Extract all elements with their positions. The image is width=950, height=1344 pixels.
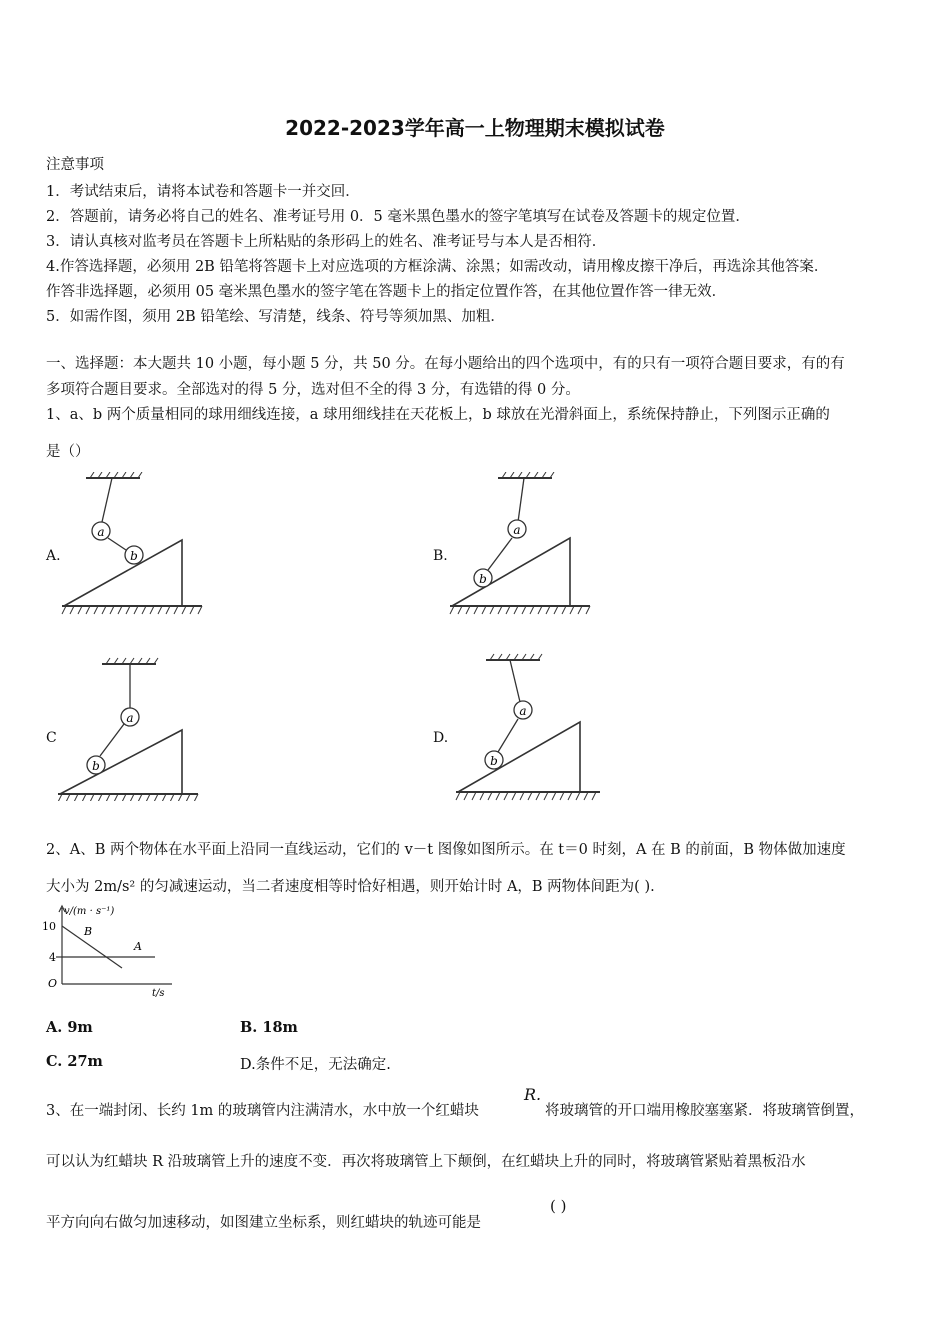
q3-stem: 3、在一端封闭、长约 1m 的玻璃管内注满清水，水中放一个红蜡块 [46,1103,479,1119]
notice-item: 3．请认真核对监考员在答题卡上所粘贴的条形码上的姓名、准考证号与本人是否相符． [46,234,607,250]
q1-option-c-label: C [46,730,57,746]
section-instructions: 一、选择题：本大题共 10 小题，每小题 5 分，共 50 分。在每小题给出的四个选项中，有的只有一项符合题目要求，有的有 [46,356,845,372]
notice-item: 4.作答选择题，必须用 2B 铅笔将答题卡上对应选项的方框涂满、涂黑；如需改动，请用橡皮擦干净后，再选涂其他答案． [46,259,829,275]
ball-a-label: a [97,525,105,539]
y-tick-10: 10 [42,920,56,933]
q1-stem: 是（） [46,444,90,460]
q1-stem: 1、a、b 两个质量相同的球用细线连接，a 球用细线挂在天花板上，b 球放在光滑斜面上，系统保持静止，下列图示正确的 [46,407,830,423]
ball-b-label: b [490,754,498,768]
q2-vt-graph [40,900,180,998]
x-axis-label: t/s [152,988,165,998]
series-a-label: A [134,940,142,953]
ball-b-label: b [130,549,138,563]
q2-stem: 大小为 2m/s² 的匀减速运动，当二者速度相等时恰好相遇，则开始计时 A，B 两物体间距为( ). [46,879,655,895]
series-b-label: B [84,925,93,938]
q2-option-a: A. 9m [46,1019,93,1036]
q3-symbol-r: R. [524,1085,542,1104]
section-instructions: 多项符合题目要求。全部选对的得 5 分，选对但不全的得 3 分，有选错的得 0 分。 [46,382,580,398]
q1-option-b-label: B. [433,548,448,564]
ball-b-label: b [92,759,100,773]
q1-figure-c [56,656,206,801]
q3-stem: 将玻璃管的开口端用橡胶塞塞紧．将玻璃管倒置， [545,1103,864,1119]
origin-label: O [48,977,58,990]
q1-figure-b [448,472,598,617]
q1-option-a-label: A. [46,548,61,564]
y-tick-4: 4 [49,951,56,964]
q2-option-c: C. 27m [46,1053,103,1070]
q1-figure-a [60,472,210,617]
q2-option-d: D.条件不足，无法确定. [240,1057,391,1073]
notice-item: 2．答题前，请务必将自己的姓名、准考证号用 0．5 毫米黑色墨水的签字笔填写在试卷及答题卡的规定位置． [46,209,750,225]
q2-stem: 2、A、B 两个物体在水平面上沿同一直线运动，它们的 v－t 图像如图所示。在 t＝0 时刻，A 在 B 的前面，B 物体做加速度 [46,842,846,858]
q3-stem: 可以认为红蜡块 R 沿玻璃管上升的速度不变．再次将玻璃管上下颠倒，在红蜡块上升的同时，将玻璃管紧贴着黑板沿水 [46,1154,806,1170]
page-title: 2022-2023学年高一上物理期末模拟试卷 [285,116,665,140]
ball-b-label: b [479,572,487,586]
y-axis-label: v/(m · s⁻¹) [64,906,115,917]
q2-option-b: B. 18m [240,1019,298,1036]
notice-item: 1．考试结束后，请将本试卷和答题卡一并交回． [46,184,360,200]
notice-item: 作答非选择题，必须用 05 毫米黑色墨水的签字笔在答题卡上的指定位置作答，在其他位置作答一律无效． [46,284,727,300]
q3-answer-paren: ( ) [550,1197,567,1215]
q3-stem: 平方向向右做匀加速移动，如图建立坐标系，则红蜡块的轨迹可能是 [46,1215,481,1231]
notice-heading: 注意事项 [46,157,104,173]
notice-item: 5．如需作图，须用 2B 铅笔绘、写清楚，线条、符号等须加黑、加粗． [46,309,505,325]
ball-a-label: a [519,704,527,718]
q1-option-d-label: D. [433,730,449,746]
q1-figure-d [454,652,604,802]
ball-a-label: a [513,523,521,537]
ball-a-label: a [126,711,134,725]
